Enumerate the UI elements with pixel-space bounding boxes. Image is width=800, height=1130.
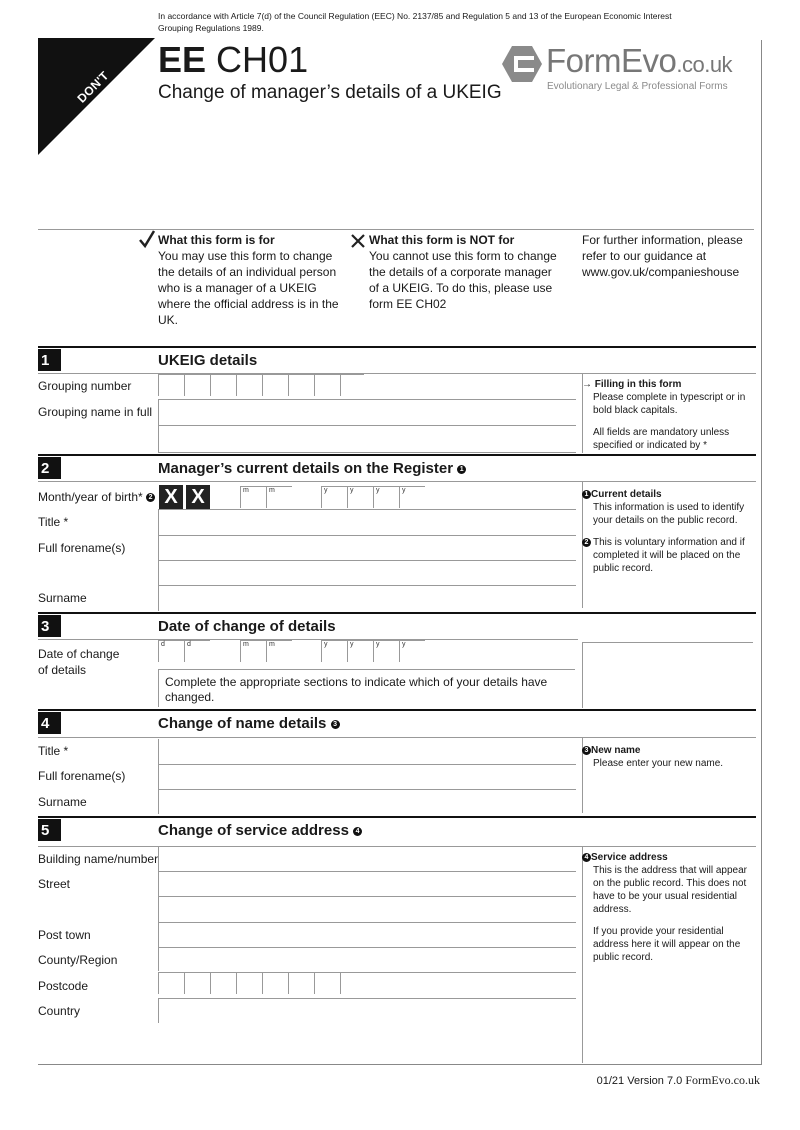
dob-label-text: Month/year of birth*	[38, 490, 143, 504]
change-day-box[interactable]: d	[184, 640, 210, 662]
form-code	[158, 40, 308, 80]
bottom-rule	[38, 1064, 762, 1065]
date-of-change-label-2: of details	[38, 663, 87, 677]
intro-notfor-title: What this form is NOT for	[369, 233, 515, 247]
postcode-box[interactable]	[210, 972, 236, 994]
s4-title	[158, 715, 340, 732]
check-icon	[138, 229, 156, 254]
change-day-box[interactable]: d	[158, 640, 184, 662]
s3-number: 3	[38, 615, 61, 637]
rule	[158, 560, 576, 561]
s3-top-rule	[38, 612, 756, 614]
rule	[158, 425, 576, 426]
note-3-icon: 3	[331, 720, 340, 729]
current-title-label: Title *	[38, 515, 69, 529]
note-4-icon: 4	[582, 853, 591, 862]
intro-not-for	[369, 232, 559, 312]
post-town-label: Post town	[38, 928, 91, 942]
s3-guide-box	[582, 642, 753, 708]
rule	[158, 509, 576, 510]
rule	[158, 789, 576, 790]
s5-guide-p2: If you provide your residential address here it will appear on the public record.	[593, 926, 741, 963]
s2-guide	[582, 488, 752, 575]
note-1-icon: 1	[582, 490, 591, 499]
grouping-number-box[interactable]	[314, 374, 340, 396]
form-title: Change of manager’s details of a UKEIG	[158, 82, 502, 103]
new-title-label: Title *	[38, 744, 69, 758]
change-year-box[interactable]: y	[347, 640, 373, 662]
date-of-change-label	[38, 646, 119, 678]
s1-guide	[582, 378, 752, 461]
postcode-box[interactable]	[314, 972, 340, 994]
country-field[interactable]	[158, 998, 159, 1023]
intro-for-title: What this form is for	[158, 233, 275, 247]
grouping-name-label: Grouping name in full	[38, 405, 153, 419]
rule	[158, 452, 576, 453]
intro-for	[158, 232, 348, 328]
s3-title: Date of change of details	[158, 618, 336, 635]
new-name-field[interactable]	[158, 739, 159, 814]
s4-top-rule	[38, 709, 756, 711]
s4-guide-text: Please enter your new name.	[593, 758, 724, 769]
s5-header-rule	[38, 846, 756, 847]
s1-guide-title	[582, 378, 752, 391]
s1-guide-title-text: Filling in this form	[594, 379, 682, 390]
note-2-icon: 2	[582, 538, 591, 547]
postcode-box[interactable]	[262, 972, 288, 994]
s4-guide-title-text: New name	[591, 745, 641, 756]
current-surname-label: Surname	[38, 591, 87, 605]
grouping-number-box[interactable]	[184, 374, 210, 396]
note-4-icon: 4	[353, 827, 362, 836]
s5-number: 5	[38, 819, 61, 841]
s5-guide-title	[582, 851, 752, 864]
grouping-number-box[interactable]	[340, 374, 364, 396]
s5-title-text: Change of service address	[158, 822, 349, 839]
s2-guide1-text: This information is used to identify your details on the public record.	[593, 502, 745, 526]
form-code-prefix: EE	[158, 39, 207, 80]
dob-month-box[interactable]: m	[266, 486, 292, 508]
footer	[597, 1073, 760, 1088]
note-3-icon: 3	[582, 746, 591, 755]
rule	[158, 399, 576, 400]
s1-guide-p1: Please complete in typescript or in bold black capitals.	[593, 392, 746, 416]
s1-number: 1	[38, 349, 61, 371]
rule	[158, 585, 576, 586]
s2-guide1-title	[582, 488, 752, 501]
change-year-box[interactable]: y	[321, 640, 347, 662]
logo-main: FormEvo	[546, 42, 677, 79]
street-label: Street	[38, 877, 71, 891]
dont-staple-ribbon	[38, 38, 155, 155]
s3-header-rule	[38, 639, 578, 640]
s2-top-rule	[38, 454, 756, 456]
note-2-icon: 2	[146, 493, 155, 502]
form-code-number: CH01	[216, 39, 309, 80]
rule	[158, 871, 576, 872]
current-forenames-label: Full forename(s)	[38, 541, 126, 555]
address-field[interactable]	[158, 846, 159, 971]
s4-guide-title	[582, 744, 752, 757]
legal-reference: In accordance with Article 7(d) of the Council Regulation (EEC) No. 2137/85 and Regulation 5 and 13 of the European Economic Interest Grouping Regulations 1989.	[158, 11, 672, 33]
footer-version: 01/21 Version 7.0	[596, 1075, 683, 1087]
arrow-right-icon: →	[582, 379, 595, 390]
intro-for-text: You may use this form to change the details of an individual person who is a manager of a UKEIG where the official address is in the UK.	[158, 249, 339, 327]
change-month-box[interactable]: m	[266, 640, 292, 662]
grouping-number-box[interactable]	[210, 374, 236, 396]
dob-year-box[interactable]: y	[347, 486, 373, 508]
cross-icon	[350, 233, 366, 254]
s5-guide-p1: This is the address that will appear on the public record. This does not have to be your usual residential address.	[593, 865, 747, 915]
right-border	[761, 40, 762, 1065]
new-surname-label: Surname	[38, 795, 87, 809]
grouping-name-field[interactable]	[158, 399, 159, 453]
note-1-icon: 1	[457, 465, 466, 474]
s4-guide	[582, 744, 752, 779]
s3-instruction: Complete the appropriate sections to indicate which of your details have changed.	[158, 669, 575, 707]
s1-guide-p2: All fields are mandatory unless specified or indicated by *	[593, 427, 730, 451]
s2-header-rule	[38, 481, 756, 482]
change-month-box[interactable]: m	[240, 640, 266, 662]
dob-year-box[interactable]: y	[373, 486, 399, 508]
s2-guide2	[582, 536, 752, 575]
dob-year-box[interactable]: y	[321, 486, 347, 508]
s5-guide	[582, 851, 752, 973]
postcode-box[interactable]	[158, 972, 184, 994]
change-year-box[interactable]: y	[399, 640, 425, 662]
formevo-logo	[500, 42, 758, 98]
date-of-change-label-1: Date of change	[38, 647, 120, 661]
change-year-box[interactable]: y	[373, 640, 399, 662]
dob-day-blocked: X	[186, 485, 210, 509]
postcode-box[interactable]	[340, 972, 364, 994]
s1-header-rule	[38, 373, 756, 374]
building-label: Building name/number	[38, 852, 159, 866]
s2-guide2-text: This is voluntary information and if completed it will be placed on the public record.	[593, 537, 745, 574]
county-label: County/Region	[38, 953, 118, 967]
logo-suffix: .co.uk	[676, 52, 733, 77]
grouping-number-box[interactable]	[158, 374, 184, 396]
dob-label	[38, 490, 155, 504]
rule	[158, 922, 576, 923]
s1-top-rule	[38, 346, 756, 348]
rule	[158, 947, 576, 948]
s2-title	[158, 460, 466, 477]
s5-title	[158, 822, 362, 839]
formevo-logo-icon	[502, 44, 542, 84]
dob-year-box[interactable]: y	[399, 486, 425, 508]
s2-guide1-title-text: Current details	[591, 489, 662, 500]
intro-further-info: For further information, please refer to our guidance at www.gov.uk/companieshouse	[582, 233, 743, 279]
postcode-box[interactable]	[184, 972, 210, 994]
new-forenames-label: Full forename(s)	[38, 769, 126, 783]
grouping-number-box[interactable]	[262, 374, 288, 396]
grouping-number-box[interactable]	[288, 374, 314, 396]
ribbon-label: DON'T STAPLE	[74, 68, 125, 119]
country-label: Country	[38, 1004, 81, 1018]
rule	[158, 896, 576, 897]
s4-number: 4	[38, 712, 61, 734]
s4-title-text: Change of name details	[158, 715, 327, 732]
s4-header-rule	[38, 737, 756, 738]
postcode-label: Postcode	[38, 979, 89, 993]
logo-wordmark	[546, 42, 732, 80]
footer-site: FormEvo.co.uk	[685, 1073, 760, 1087]
rule	[158, 998, 576, 999]
intro-notfor-text: You cannot use this form to change the details of a corporate manager of a UKEIG. To do this, please use form EE CH02	[369, 249, 557, 311]
dob-day-blocked: X	[159, 485, 183, 509]
grouping-number-label: Grouping number	[38, 379, 132, 393]
dob-month-box[interactable]: m	[240, 486, 266, 508]
postcode-box[interactable]	[288, 972, 314, 994]
postcode-box[interactable]	[236, 972, 262, 994]
rule	[158, 535, 576, 536]
s2-title-text: Manager’s current details on the Register	[158, 460, 454, 477]
s5-top-rule	[38, 816, 756, 818]
grouping-number-box[interactable]	[236, 374, 262, 396]
s2-number: 2	[38, 457, 61, 479]
logo-tagline: Evolutionary Legal & Professional Forms	[547, 81, 728, 92]
s5-guide-title-text: Service address	[591, 852, 668, 863]
rule	[158, 764, 576, 765]
s1-title: UKEIG details	[158, 352, 258, 369]
